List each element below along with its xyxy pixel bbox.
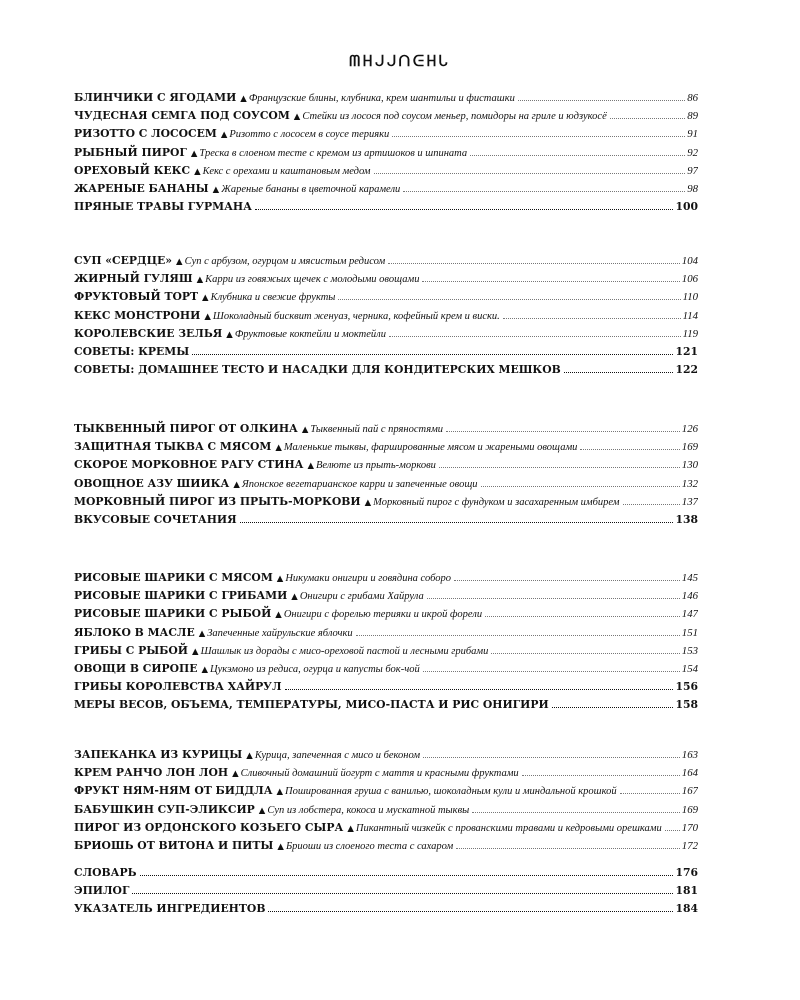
- dot-leader: [427, 598, 680, 599]
- dot-leader: [610, 118, 685, 119]
- toc-entry: [74, 343, 698, 361]
- toc-entry-page-number: 89: [687, 110, 698, 123]
- toc-entry: [74, 270, 698, 288]
- toc-entry: [74, 764, 698, 782]
- dot-leader: [255, 209, 674, 210]
- dot-leader: [240, 522, 674, 523]
- toc-entry-page-number: 92: [687, 146, 698, 159]
- dot-leader: [522, 775, 680, 776]
- dot-leader: [485, 616, 680, 617]
- toc-entry-title: ОВОЩИ В СИРОПЕ: [74, 661, 198, 675]
- triangle-icon: ▲: [347, 823, 354, 834]
- dot-leader: [285, 689, 674, 690]
- toc-entry-description: Клубника и свежие фрукты: [210, 292, 336, 304]
- toc-section: [74, 420, 698, 529]
- dot-leader: [623, 504, 680, 505]
- triangle-icon: ▲: [293, 112, 301, 123]
- toc-entry: [74, 782, 698, 800]
- dot-leader: [446, 431, 680, 432]
- toc-entry-title: КЕКС МОНСТРОНИ: [74, 308, 201, 322]
- toc-entry-title: РИЗОТТО С ЛОСОСЕМ: [74, 127, 217, 141]
- toc-entry-title: ЯБЛОКО В МАСЛЕ: [74, 625, 195, 639]
- toc-entry: [74, 438, 698, 456]
- triangle-icon: ▲: [275, 443, 282, 454]
- triangle-icon: ▲: [364, 497, 372, 508]
- toc-entry-description: Стейки из лосося под соусом меньер, помидоры на гриле и юдзукосё: [302, 111, 607, 123]
- toc-entry-title: СЛОВАРЬ: [74, 866, 137, 879]
- toc-entry-page-number: 170: [681, 821, 698, 834]
- toc-entry-title: ВКУСОВЫЕ СОЧЕТАНИЯ: [74, 512, 237, 526]
- toc-entry-page-number: 86: [687, 92, 698, 104]
- toc-entry: [74, 605, 698, 623]
- toc-entry-page-number: 153: [681, 644, 698, 657]
- triangle-icon: ▲: [202, 293, 209, 304]
- toc-entry: [74, 107, 698, 125]
- toc-entry-title: БРИОШЬ ОТ ВИТОНА И ПИТЫ: [74, 838, 274, 852]
- toc-section: [74, 864, 698, 919]
- toc-entry-description: Онигири с грибами Хайрула: [299, 591, 424, 603]
- toc-entry-title: СКОРОЕ МОРКОВНОЕ РАГУ СТИНА: [74, 458, 304, 472]
- dot-leader: [140, 875, 674, 876]
- toc-entry-description: Кекс с орехами и каштановым медом: [202, 165, 371, 177]
- triangle-icon: ▲: [277, 841, 284, 852]
- toc-entry: [74, 642, 698, 660]
- dot-leader: [665, 830, 680, 831]
- toc-entry-title: ГРИБЫ КОРОЛЕВСТВА ХАЙРУЛ: [74, 680, 282, 694]
- dot-leader: [132, 893, 673, 894]
- toc-entry-title: РИСОВЫЕ ШАРИКИ С МЯСОМ: [74, 571, 273, 584]
- toc-entry: [74, 587, 698, 605]
- triangle-icon: ▲: [246, 751, 253, 761]
- toc-entry-page-number: 106: [681, 273, 698, 286]
- toc-entry-title: РИСОВЫЕ ШАРИКИ С РЫБОЙ: [74, 607, 272, 621]
- toc-entry-page-number: 137: [681, 495, 698, 508]
- toc-entry-description: Морковный пирог с фундуком и засахаренным имбирем: [373, 496, 620, 508]
- toc-entry-description: Сливочный домашний йогурт с маття и красными фруктами: [240, 768, 519, 780]
- toc-entry: [74, 882, 698, 900]
- toc-section: [74, 89, 698, 216]
- toc-entry: [74, 89, 698, 107]
- toc-entry-title: СУП «СЕРДЦЕ»: [74, 254, 173, 267]
- toc-entry-description: Тыквенный пай с пряностями: [310, 424, 444, 435]
- triangle-icon: ▲: [220, 130, 228, 141]
- toc-entry-title: ФРУКТОВЫЙ ТОРТ: [74, 290, 199, 304]
- toc-entry-title: УКАЗАТЕЛЬ ИНГРЕДИЕНТОВ: [74, 902, 266, 916]
- toc-entry-title: СОВЕТЫ: ДОМАШНЕЕ ТЕСТО И НАСАДКИ ДЛЯ КОНДИТЕРСКИХ МЕШКОВ: [74, 363, 561, 377]
- toc-entry-description: Цукэмоно из редиса, огурца и капусты бок-чой: [210, 663, 420, 675]
- toc-entry-page-number: 158: [675, 698, 698, 712]
- toc-entry-description: Онигири с форелью терияки и икрой форели: [283, 609, 483, 621]
- toc-entry-page-number: 164: [681, 767, 698, 780]
- toc-entry-title: КОРОЛЕВСКИЕ ЗЕЛЬЯ: [74, 326, 223, 340]
- toc-entry-page-number: 98: [687, 182, 698, 195]
- toc-entry: [74, 511, 698, 529]
- toc-entry-description: Запеченные хайрульские яблочки: [207, 627, 353, 639]
- toc-entry-title: БЛИНЧИКИ С ЯГОДАМИ: [74, 91, 237, 104]
- toc-entry: [74, 475, 698, 493]
- toc-entry: [74, 325, 698, 343]
- dot-leader: [620, 793, 680, 794]
- toc-entry: [74, 864, 698, 882]
- triangle-icon: ▲: [291, 592, 298, 603]
- dot-leader: [454, 580, 680, 581]
- toc-entry-title: ЗАЩИТНАЯ ТЫКВА С МЯСОМ: [74, 440, 272, 454]
- toc-entry-description: Бриоши из слоеного теста с сахаром: [285, 840, 454, 852]
- toc-entry-page-number: 172: [681, 839, 698, 852]
- triangle-icon: ▲: [201, 664, 209, 675]
- triangle-icon: ▲: [307, 461, 315, 472]
- toc-title: ᗰᕼᒍᒍᑎᕮᕼᒐ: [349, 52, 451, 70]
- toc-entry-title: МОРКОВНЫЙ ПИРОГ ИЗ ПРЫТЬ-МОРКОВИ: [74, 494, 361, 508]
- toc-entry: [74, 198, 698, 216]
- toc-entry: [74, 307, 698, 325]
- triangle-icon: ▲: [194, 166, 201, 177]
- toc-entry-title: ЗАПЕКАНКА ИЗ КУРИЦЫ: [74, 748, 243, 761]
- toc-entry-title: ЭПИЛОГ: [74, 884, 130, 898]
- toc-entry-page-number: 126: [681, 423, 698, 435]
- toc-entry-page-number: 122: [675, 363, 698, 377]
- toc-entry-page-number: 184: [675, 902, 698, 916]
- toc-entry: [74, 746, 698, 764]
- dot-leader: [456, 848, 680, 849]
- triangle-icon: ▲: [301, 425, 309, 435]
- toc-entry-page-number: 138: [675, 512, 698, 526]
- dot-leader: [423, 671, 680, 672]
- toc-entry: [74, 288, 698, 306]
- dot-leader: [580, 449, 679, 450]
- toc-entry-title: ОРЕХОВЫЙ КЕКС: [74, 163, 191, 177]
- toc-entry-description: Французские блины, клубника, крем шантильи и фисташки: [248, 93, 515, 104]
- toc-entry-page-number: 169: [681, 441, 698, 454]
- dot-leader: [338, 299, 680, 300]
- toc-entry-page-number: 91: [687, 128, 698, 141]
- toc-entry-description: Суп с арбузом, огурцом и мясистым редисом: [184, 256, 386, 267]
- toc-entry-description: Маленькие тыквы, фаршированные мясом и жареными овощами: [283, 442, 578, 454]
- toc-entry-description: Суп из лобстера, кокоса и мускатной тыквы: [267, 804, 470, 816]
- dot-leader: [470, 155, 685, 156]
- triangle-icon: ▲: [233, 479, 240, 490]
- toc-entry-title: СОВЕТЫ: КРЕМЫ: [74, 344, 190, 358]
- toc-entry-title: ЖАРЕНЫЕ БАНАНЫ: [74, 181, 209, 195]
- toc-entry-page-number: 147: [681, 608, 698, 621]
- toc-entry-title: ФРУКТ НЯМ-НЯМ ОТ БИДДЛА: [74, 784, 273, 798]
- toc-section: [74, 569, 698, 715]
- toc-entry-title: ГРИБЫ С РЫБОЙ: [74, 643, 189, 657]
- toc-entry-description: Треска в слоеном тесте с кремом из артишоков и шпината: [199, 147, 468, 159]
- toc-entry-description: Ризотто с лососем в соусе терияки: [229, 129, 390, 141]
- toc-entry: [74, 144, 698, 162]
- toc-entry-page-number: 156: [675, 680, 698, 694]
- dot-leader: [192, 354, 673, 355]
- toc-entry-description: Японское вегетарианское карри и запеченные овощи: [241, 478, 478, 490]
- triangle-icon: ▲: [232, 769, 239, 780]
- toc-entry-title: КРЕМ РАНЧО ЛОН ЛОН: [74, 766, 229, 780]
- toc-entry: [74, 801, 698, 819]
- triangle-icon: ▲: [240, 94, 247, 104]
- toc-entry-page-number: 163: [681, 749, 698, 761]
- dot-leader: [389, 336, 681, 337]
- toc-entry-page-number: 100: [675, 200, 698, 214]
- toc-entry-page-number: 167: [681, 785, 698, 798]
- dot-leader: [388, 263, 680, 264]
- dot-leader: [491, 653, 679, 654]
- toc-entry-description: Фруктовые коктейли и моктейли: [234, 328, 386, 340]
- toc-entry-description: Никумаки онигири и говядина соборо: [285, 573, 451, 584]
- toc-entry-page-number: 104: [681, 255, 698, 267]
- dot-leader: [423, 757, 680, 758]
- toc-entry: [74, 660, 698, 678]
- dot-leader: [392, 136, 685, 137]
- triangle-icon: ▲: [212, 184, 220, 195]
- dot-leader: [564, 372, 674, 373]
- toc-entry: [74, 361, 698, 379]
- dot-leader: [268, 911, 673, 912]
- triangle-icon: ▲: [226, 329, 233, 340]
- dot-leader: [374, 173, 686, 174]
- triangle-icon: ▲: [275, 610, 282, 621]
- toc-entry-page-number: 154: [681, 662, 698, 675]
- dot-leader: [552, 707, 674, 708]
- toc-entry-page-number: 181: [675, 884, 698, 898]
- toc-entry: [74, 180, 698, 198]
- toc-entry: [74, 696, 698, 714]
- dot-leader: [481, 486, 680, 487]
- toc-entry-page-number: 146: [681, 590, 698, 603]
- toc-entry-page-number: 169: [681, 803, 698, 816]
- dot-leader: [439, 467, 680, 468]
- toc-entry-description: Шашлык из дорады с мисо-ореховой пастой и лесными грибами: [200, 645, 489, 657]
- toc-entry-page-number: 114: [682, 309, 698, 322]
- toc-entry-page-number: 119: [682, 327, 698, 340]
- toc-entry-description: Жареные бананы в цветочной карамели: [221, 183, 401, 195]
- toc-entry-title: ТЫКВЕННЫЙ ПИРОГ ОТ ОЛКИНА: [74, 422, 298, 435]
- triangle-icon: ▲: [198, 628, 206, 639]
- toc-entry-page-number: 121: [675, 344, 698, 358]
- triangle-icon: ▲: [258, 805, 266, 816]
- triangle-icon: ▲: [276, 574, 284, 584]
- toc-entry-title: РЫБНЫЙ ПИРОГ: [74, 145, 187, 159]
- triangle-icon: ▲: [192, 646, 199, 657]
- toc-entry: [74, 569, 698, 587]
- toc-entry-title: ПИРОГ ИЗ ОРДОНСКОГО КОЗЬЕГО СЫРА: [74, 820, 344, 834]
- toc-entry-page-number: 145: [681, 572, 698, 584]
- dot-leader: [403, 191, 685, 192]
- triangle-icon: ▲: [204, 311, 211, 322]
- toc-entry-page-number: 110: [682, 291, 698, 304]
- toc-entry-description: Пошированная груша с ванилью, шоколадным кули и миндальной крошкой: [285, 786, 617, 798]
- toc-entry-title: РИСОВЫЕ ШАРИКИ С ГРИБАМИ: [74, 589, 288, 603]
- toc-entry-page-number: 151: [681, 626, 698, 639]
- toc-entry-description: Пикантный чизкейк с прованскими травами и кедровыми орешками: [355, 822, 662, 834]
- toc-entry: [74, 624, 698, 642]
- toc-entry-description: Карри из говяжьих щечек с молодыми овощами: [205, 274, 420, 286]
- dot-leader: [503, 318, 681, 319]
- toc-section: [74, 252, 698, 379]
- toc-entry-title: ПРЯНЫЕ ТРАВЫ ГУРМАНА: [74, 200, 252, 214]
- dot-leader: [472, 812, 680, 813]
- toc-entry-title: ОВОЩНОЕ АЗУ ШИИКА: [74, 476, 230, 490]
- triangle-icon: ▲: [196, 275, 204, 286]
- toc-entry: [74, 493, 698, 511]
- toc-entry: [74, 837, 698, 855]
- toc-entry: [74, 252, 698, 270]
- toc-entry-description: Шоколадный бисквит женуаз, черника, кофейный крем и виски.: [212, 310, 500, 322]
- toc-entry-page-number: 176: [675, 866, 698, 879]
- dot-leader: [422, 281, 679, 282]
- toc-entry: [74, 162, 698, 180]
- triangle-icon: ▲: [190, 148, 198, 159]
- toc-entry: [74, 900, 698, 918]
- toc-section: [74, 746, 698, 855]
- triangle-icon: ▲: [276, 787, 284, 798]
- toc-entry-page-number: 97: [687, 164, 698, 177]
- toc-entry: [74, 125, 698, 143]
- toc-entry-description: Велюте из прыть-моркови: [316, 460, 436, 472]
- toc-entry-page-number: 132: [681, 477, 698, 490]
- toc-entry-title: МЕРЫ ВЕСОВ, ОБЪЕМА, ТЕМПЕРАТУРЫ, МИСО-ПАСТА И РИС ОНИГИРИ: [74, 698, 549, 712]
- toc-entry-title: ЖИРНЫЙ ГУЛЯШ: [74, 272, 193, 286]
- toc-entry-title: ЧУДЕСНАЯ СЕМГА ПОД СОУСОМ: [74, 109, 290, 123]
- triangle-icon: ▲: [176, 257, 183, 267]
- toc-entry-page-number: 130: [681, 459, 698, 472]
- toc-entry-description: Курица, запеченная с мисо и беконом: [254, 750, 421, 761]
- toc-entry: [74, 420, 698, 438]
- toc-entry: [74, 678, 698, 696]
- toc-entry-title: БАБУШКИН СУП-ЭЛИКСИР: [74, 802, 255, 816]
- toc-entry: [74, 819, 698, 837]
- toc-entry: [74, 456, 698, 474]
- dot-leader: [518, 100, 685, 101]
- dot-leader: [356, 635, 680, 636]
